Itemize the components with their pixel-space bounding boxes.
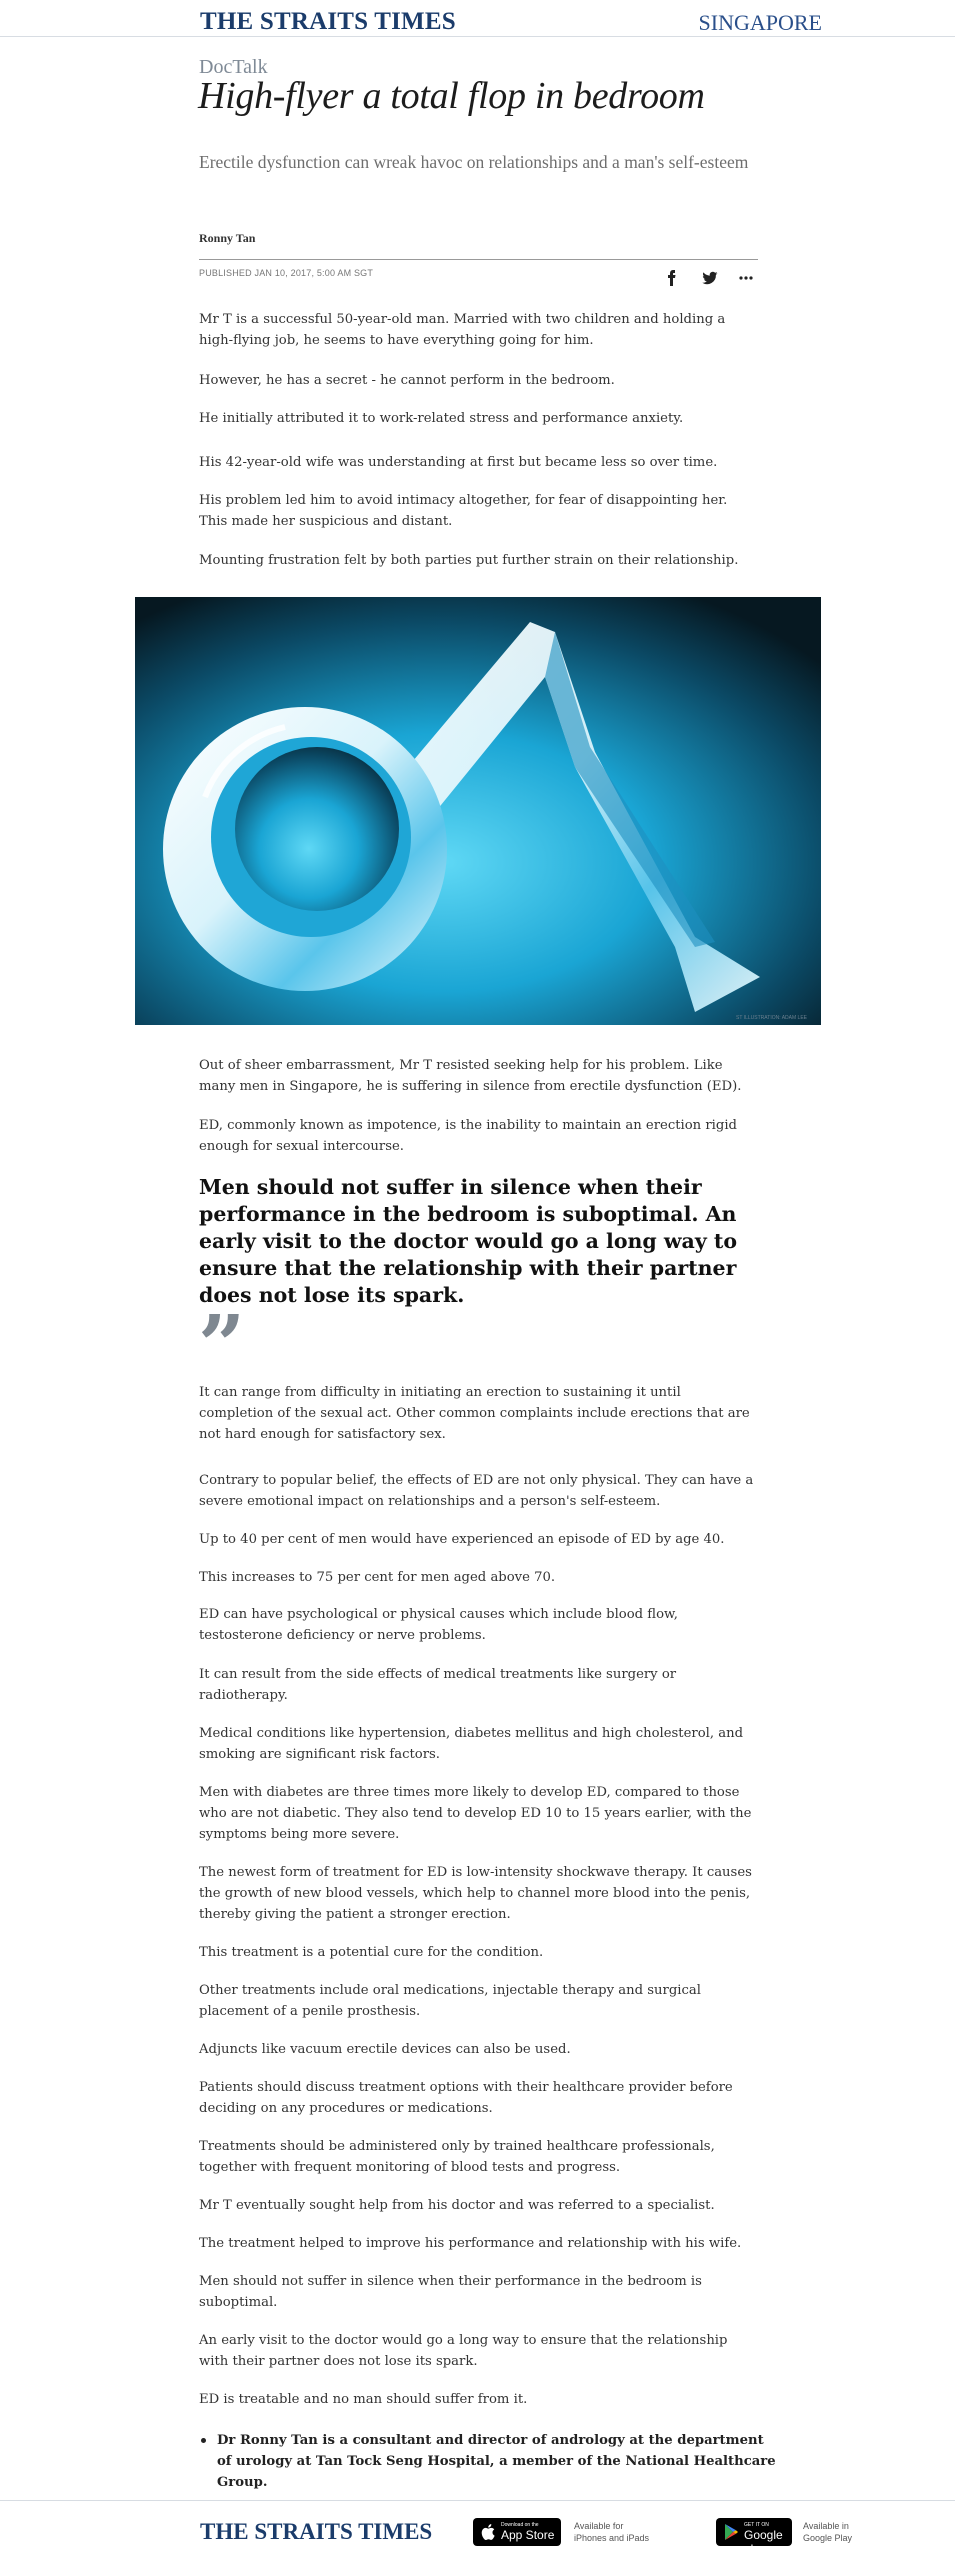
app-store-note: Available for iPhones and iPads [574, 2521, 650, 2543]
google-play-note: Available in Google Play [803, 2521, 853, 2543]
app-store-badge[interactable]: Download on the App Store [473, 2518, 561, 2546]
facebook-icon[interactable] [664, 270, 680, 286]
author-byline[interactable]: Ronny Tan [199, 231, 256, 245]
byline-divider [199, 259, 758, 260]
article-paragraph: It can range from difficulty in initiating an erection to sustaining it until completion of the sexual act. Other common complaints include erections that are not hard enough for satisfactory sex. [199, 1385, 750, 1442]
site-logo[interactable]: THE STRAITS TIMES [200, 8, 456, 35]
site-header [0, 0, 955, 37]
play-icon [724, 2524, 738, 2545]
section-link[interactable]: SINGAPORE [698, 10, 822, 35]
article-paragraph: Mr T is a successful 50-year-old man. Married with two children and holding a high-flying job, he seems to have everything going for him. [199, 312, 726, 348]
article-paragraph: Mounting frustration felt by both parties put further strain on their relationship. [199, 553, 739, 568]
male-symbol-illustration [135, 597, 821, 1025]
article-headline: High-flyer a total flop in bedroom [198, 75, 705, 117]
article-paragraph: Up to 40 per cent of men would have experienced an episode of ED by age 40. [199, 1532, 725, 1547]
site-footer [0, 2500, 955, 2561]
article-paragraph: Men with diabetes are three times more likely to develop ED, compared to those who are not diabetic. They also tend to develop ED 10 to 15 years earlier, with the symptoms being more severe. [199, 1785, 752, 1842]
more-icon[interactable] [738, 270, 754, 286]
article-hero-image [135, 597, 821, 1025]
published-date: PUBLISHED JAN 10, 2017, 5:00 AM SGT [199, 268, 374, 278]
column-kicker[interactable]: DocTalk [199, 56, 268, 78]
article-paragraph: Mr T eventually sought help from his doctor and was referred to a specialist. [199, 2198, 715, 2213]
article-paragraph: An early visit to the doctor would go a long way to ensure that the relationship with their partner does not lose its spark. [199, 2333, 728, 2369]
article-paragraph: Men should not suffer in silence when their performance in the bedroom is suboptimal. [199, 2274, 702, 2310]
article-paragraph: ED is treatable and no man should suffer from it. [199, 2392, 528, 2407]
apple-icon [481, 2524, 495, 2545]
article-paragraph: Adjuncts like vacuum erectile devices can also be used. [199, 2042, 571, 2057]
article-paragraph: This treatment is a potential cure for the condition. [199, 1945, 544, 1960]
article-paragraph: Out of sheer embarrassment, Mr T resisted seeking help for his problem. Like many men in Singapore, he is suffering in silence from erectile dysfunction (ED). [199, 1058, 742, 1094]
twitter-icon[interactable] [702, 270, 718, 286]
article-paragraph: Patients should discuss treatment options with their healthcare provider before deciding on any procedures or medications. [199, 2080, 733, 2116]
article-paragraph: His problem led him to avoid intimacy altogether, for fear of disappointing her. This made her suspicious and distant. [199, 493, 728, 529]
article-paragraph: His 42-year-old wife was understanding at first but became less so over time. [199, 455, 718, 470]
author-bio: Dr Ronny Tan is a consultant and director of andrology at the department of urology at Tan Tock Seng Hospital, a member of the National Healthcare Group. [199, 2430, 777, 2493]
article-standfirst: Erectile dysfunction can wreak havoc on relationships and a man's self-esteem [199, 152, 749, 172]
article-paragraph: Contrary to popular belief, the effects of ED are not only physical. They can have a severe emotional impact on relationships and a person's self-esteem. [199, 1473, 754, 1509]
image-credit: ST ILLUSTRATION: ADAM LEE [736, 1015, 807, 1021]
article-paragraph: Other treatments include oral medications, injectable therapy and surgical placement of a penile prosthesis. [199, 1983, 701, 2019]
article-paragraph: It can result from the side effects of medical treatments like surgery or radiotherapy. [199, 1667, 677, 1703]
article-paragraph: Treatments should be administered only by trained healthcare professionals, together with frequent monitoring of blood tests and progress. [199, 2139, 715, 2175]
footer-logo[interactable]: THE STRAITS TIMES [200, 2519, 433, 2544]
article-paragraph: The treatment helped to improve his performance and relationship with his wife. [199, 2236, 742, 2251]
article-paragraph: Medical conditions like hypertension, diabetes mellitus and high cholesterol, and smoking are significant risk factors. [199, 1726, 744, 1762]
article-paragraph: However, he has a secret - he cannot perform in the bedroom. [199, 373, 615, 388]
article-paragraph: This increases to 75 per cent for men aged above 70. [199, 1570, 556, 1585]
article-paragraph: ED, commonly known as impotence, is the inability to maintain an erection rigid enough for sexual intercourse. [199, 1118, 737, 1154]
article-paragraph: ED can have psychological or physical causes which include blood flow, testosterone deficiency or nerve problems. [199, 1607, 678, 1643]
quote-mark-icon: ” [198, 1298, 246, 1394]
article-paragraph: The newest form of treatment for ED is low-intensity shockwave therapy. It causes the growth of new blood vessels, which help to channel more blood into the penis, thereby giving the patient a stronger erection. [199, 1865, 752, 1922]
pull-quote: Men should not suffer in silence when their performance in the bedroom is suboptimal. An early visit to the doctor would go a long way to ensure that the relationship with their partner does not lose its spark. [199, 1175, 738, 1307]
article-paragraph: He initially attributed it to work-related stress and performance anxiety. [199, 411, 684, 426]
google-play-badge[interactable]: GET IT ON Google play [716, 2518, 792, 2546]
